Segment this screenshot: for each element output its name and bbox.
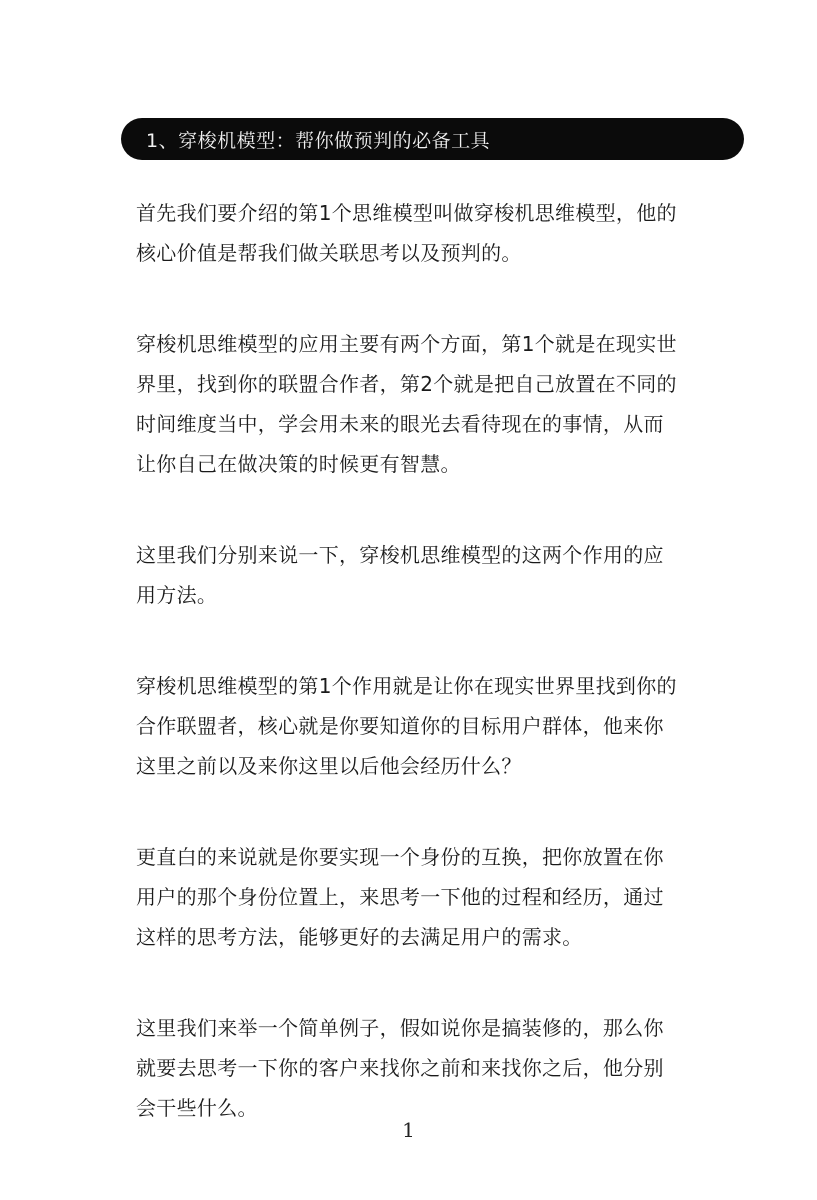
paragraph-2: 穿梭机思维模型的应用主要有两个方面，第1个就是在现实世 界里，找到你的联盟合作者，第2个就是把自己放置在不同的 时间维度当中，学会用未来的眼光去看待现在的事情，从而 让你自己在做决策的时候更有智慧。 (136, 332, 677, 476)
page-number: 1 (402, 1118, 415, 1142)
paragraph-1: 首先我们要介绍的第1个思维模型叫做穿梭机思维模型，他的 核心价值是帮我们做关联思考以及预判的。 (136, 201, 677, 265)
paragraph-3: 这里我们分别来说一下，穿梭机思维模型的这两个作用的应 用方法。 (136, 543, 664, 607)
paragraph-5: 更直白的来说就是你要实现一个身份的互换，把你放置在你 用户的那个身份位置上，来思考一下他的过程和经历，通过 这样的思考方法，能够更好的去满足用户的需求。 (136, 845, 664, 949)
section-heading-banner (121, 118, 744, 160)
body-text (136, 193, 720, 1179)
paragraph-6: 这里我们来举一个简单例子，假如说你是搞装修的，那么你 就要去思考一下你的客户来找你之前和来找你之后，他分别 会干些什么。 (136, 1016, 664, 1120)
paragraph-4: 穿梭机思维模型的第1个作用就是让你在现实世界里找到你的 合作联盟者，核心就是你要知道你的目标用户群体，他来你 这里之前以及来你这里以后他会经历什么？ (136, 674, 677, 778)
section-heading-title: 1、穿梭机模型：帮你做预判的必备工具 (146, 129, 491, 152)
